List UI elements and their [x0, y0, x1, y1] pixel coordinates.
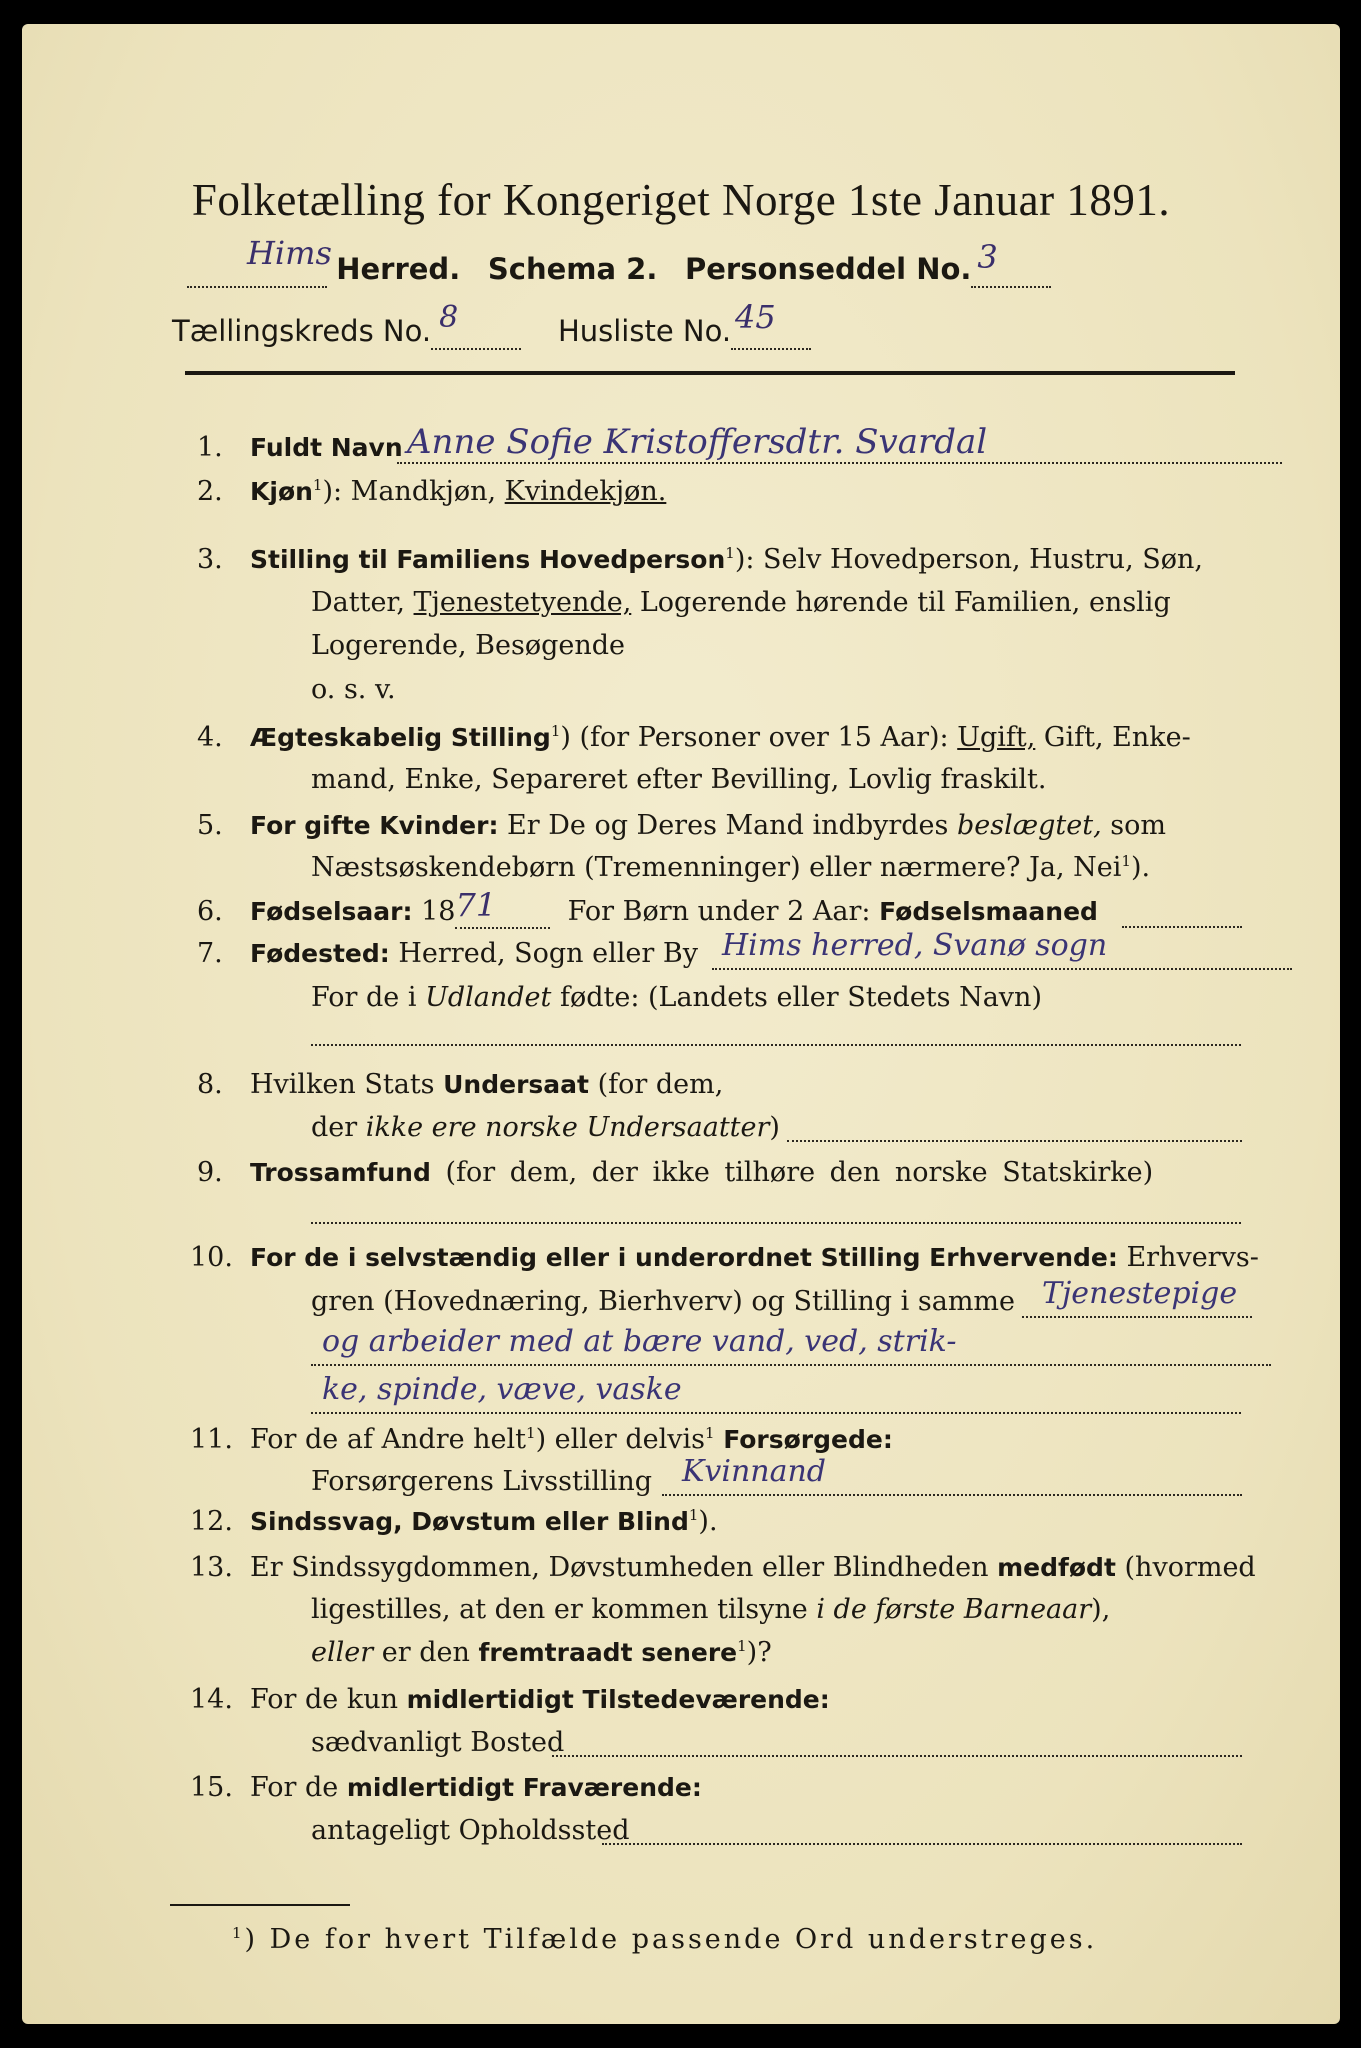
footnote-rule — [170, 1904, 350, 1906]
footnote-mark: 1 — [1121, 852, 1131, 870]
q2-text: ): Mandkjøn, — [322, 476, 497, 507]
q8-line2: der ikke ere norske Undersaatter) — [311, 1112, 780, 1143]
herred-label: Herred. — [336, 252, 461, 286]
q4-number: 4. — [197, 722, 223, 753]
q13-label: fremtraadt senere — [478, 1638, 738, 1667]
q5-line1 — [250, 810, 1166, 841]
q3-text: Logerende hørende til Familien, enslig — [639, 587, 1171, 618]
taellingskreds-field — [431, 300, 521, 350]
footnote-mark: 1 — [737, 1637, 747, 1655]
q10-line1 — [250, 1242, 1259, 1273]
q15-number: 15. — [190, 1772, 233, 1803]
q13-label: medfødt — [997, 1553, 1116, 1582]
q6-text: For Børn under 2 Aar: — [567, 896, 871, 927]
q1-number: 1. — [197, 432, 223, 463]
q3-number: 3. — [197, 544, 223, 575]
q10-value-3: ke, spinde, væve, vaske — [322, 1372, 682, 1407]
q7-number: 7. — [197, 938, 223, 969]
form-title: Folketælling for Kongeriget Norge 1ste Januar 1891. — [191, 175, 1171, 225]
q7-dotted-line — [712, 968, 1292, 970]
q10-line2: gren (Hovednæring, Bierhverv) og Stilling i samme — [311, 1286, 1016, 1317]
q7-dotted-line-2 — [311, 1044, 1241, 1046]
herred-field — [187, 234, 332, 288]
personseddel-field — [971, 238, 1051, 288]
q7-italic: Udlandet — [425, 982, 552, 1013]
q5-text: Er De og Deres Mand indbyrdes — [507, 810, 949, 841]
q6-label: Fødselsaar: — [250, 897, 413, 926]
husliste-label: Husliste No. — [557, 314, 732, 348]
q13-text: Er Sindssygdommen, Døvstumheden eller Blindheden — [250, 1552, 989, 1583]
q15-line2: antageligt Opholdssted — [311, 1815, 630, 1846]
footnote-mark: 1 — [550, 722, 561, 740]
q5-text: Næstsøskendebørn (Tremenninger) eller nærmere? Ja, Nei — [311, 852, 1122, 883]
q11-dotted-line — [662, 1494, 1242, 1496]
q6-row — [250, 886, 1098, 929]
census-form — [22, 24, 1340, 2024]
q8-label: Undersaat — [443, 1070, 589, 1099]
q13-text: ), — [1091, 1594, 1111, 1625]
q1-dotted-line — [397, 462, 1282, 464]
q7-text: fødte: (Landets eller Stedets Navn) — [559, 982, 1042, 1013]
q8-number: 8. — [197, 1069, 223, 1100]
q6-label2: Fødselsmaaned — [879, 897, 1098, 926]
q6-field — [455, 886, 550, 929]
q10-dotted-line-3 — [311, 1412, 1241, 1414]
q2-row — [250, 476, 666, 507]
header-rule — [185, 371, 1235, 375]
footnote-mark: 1 — [688, 1506, 699, 1524]
footnote-mark: 1 — [526, 1424, 536, 1442]
q13-text: )? — [746, 1637, 772, 1668]
q8-text: (for dem, — [597, 1069, 724, 1100]
q10-label: For de i selvstændig eller i underordnet Stilling — [250, 1243, 921, 1272]
q9-label: Trossamfund — [250, 1158, 431, 1187]
q7-value: Hims herred, Svanø sogn — [722, 928, 1108, 963]
q6-number: 6. — [197, 896, 223, 927]
herred-line — [187, 234, 1051, 288]
q14-number: 14. — [190, 1684, 233, 1715]
q4-selected: Ugift, — [957, 722, 1036, 753]
q3-text: Datter, — [311, 587, 405, 618]
q15-line1 — [250, 1772, 702, 1803]
q7-text: Herred, Sogn eller By — [398, 938, 698, 969]
taellingskreds-value: 8 — [439, 300, 459, 335]
q10-text: Erhvervs- — [1126, 1242, 1259, 1273]
q4-line2: mand, Enke, Separeret efter Bevilling, Lovlig fraskilt. — [311, 764, 1047, 795]
q12-row — [250, 1506, 718, 1537]
q3-line1 — [250, 544, 1203, 575]
q6-prefix: 18 — [421, 896, 456, 927]
q2-number: 2. — [197, 476, 223, 507]
q10-dotted-line — [1022, 1316, 1252, 1318]
q10-value-2: og arbeider med at bære vand, ved, strik- — [322, 1324, 957, 1359]
q11-text: ) eller delvis — [535, 1424, 706, 1455]
q12-label: Sindssvag, Døvstum eller Blind — [250, 1507, 689, 1536]
q2-label: Kjøn — [250, 477, 313, 506]
q13-text: er den — [381, 1637, 470, 1668]
footnote-mark: 1 — [725, 544, 735, 562]
kreds-line — [172, 298, 811, 350]
q11-value: Kvinnand — [682, 1454, 827, 1489]
q13-italic: eller — [311, 1637, 374, 1668]
q8-dotted-line — [787, 1140, 1242, 1142]
q4-label: Ægteskabelig Stilling — [250, 723, 551, 752]
q1-value: Anne Sofie Kristoffersdtr. Svardal — [407, 422, 988, 462]
q11-line2: Forsørgerens Livsstilling — [311, 1466, 653, 1497]
husliste-field — [731, 298, 811, 350]
q7-label: Fødested: — [250, 939, 390, 968]
q4-text: Gift, Enke- — [1043, 722, 1191, 753]
q5-label: For gifte Kvinder: — [250, 811, 499, 840]
q15-dotted-line — [602, 1843, 1242, 1845]
q11-label: Forsørgede: — [723, 1425, 893, 1454]
q11-number: 11. — [190, 1424, 233, 1455]
q1-row — [250, 432, 403, 463]
q14-line2: sædvanligt Bosted — [311, 1727, 565, 1758]
q10-dotted-line-2 — [311, 1364, 1271, 1366]
schema-label: Schema 2. — [487, 252, 658, 286]
q15-text: For de — [250, 1772, 339, 1803]
q11-line1 — [250, 1424, 893, 1455]
q5-italic: beslægtet, — [956, 810, 1102, 841]
q9-number: 9. — [197, 1157, 223, 1188]
q13-italic: i de første Barneaar — [816, 1594, 1092, 1625]
q1-label: Fuldt Navn — [250, 433, 403, 462]
q14-label: midlertidigt Tilstedeværende: — [406, 1685, 830, 1714]
footnote-mark: 1 — [232, 1924, 245, 1942]
q5-number: 5. — [197, 810, 223, 841]
q3-line3: Logerende, Besøgende — [311, 630, 625, 661]
q13-number: 13. — [190, 1552, 233, 1583]
footnote-mark: 1 — [312, 476, 323, 494]
q3-line2 — [311, 587, 1171, 618]
q8-line1 — [250, 1069, 723, 1100]
q9-text: (for dem, der ikke tilhøre den norske Statskirke) — [445, 1157, 1154, 1188]
q6-value: 71 — [455, 886, 497, 924]
q3-selected: Tjenestetyende, — [413, 587, 632, 618]
q5-line2: Næstsøskendebørn (Tremenninger) eller nærmere? Ja, Nei$^1$). — [311, 852, 1151, 883]
q3-text: ): Selv Hovedperson, Hustru, Søn, — [734, 544, 1203, 575]
q5-text: som — [1110, 810, 1166, 841]
footnote-mark: 1 — [705, 1424, 715, 1442]
q4-line1 — [250, 722, 1191, 753]
q13-text: ligestilles, at den er kommen tilsyne — [311, 1594, 808, 1625]
q8-text: Hvilken Stats — [250, 1069, 435, 1100]
q7-line1 — [250, 938, 698, 969]
q12-text: ). — [698, 1506, 718, 1537]
personseddel-value: 3 — [977, 238, 998, 276]
footnote — [232, 1924, 1097, 1955]
husliste-value: 45 — [735, 298, 776, 336]
q4-text: ) (for Personer over 15 Aar): — [560, 722, 949, 753]
q10-value-1: Tjenestepige — [1042, 1276, 1238, 1311]
q7-line2 — [311, 982, 1042, 1013]
q11-text: For de af Andre helt — [250, 1424, 527, 1455]
q3-label: Stilling til Familiens Hovedperson — [250, 545, 726, 574]
q14-line1 — [250, 1684, 830, 1715]
q3-line4: o. s. v. — [311, 674, 396, 705]
q2-selected: Kvindekjøn. — [504, 476, 667, 507]
q15-label: midlertidigt Fraværende: — [346, 1773, 702, 1802]
personseddel-label: Personseddel No. — [685, 252, 972, 286]
q10-label: Erhvervende: — [929, 1243, 1118, 1272]
q9-line1 — [250, 1157, 1153, 1188]
q8-text: der — [311, 1112, 358, 1143]
q7-text: For de i — [311, 982, 417, 1013]
herred-value: Hims — [247, 234, 332, 272]
q9-dotted-line — [311, 1222, 1241, 1224]
q10-number: 10. — [190, 1242, 233, 1273]
q8-italic: ikke ere norske Undersaatter — [365, 1112, 770, 1143]
q13-text: (hvormed — [1124, 1552, 1256, 1583]
footnote-text: ) De for hvert Tilfælde passende Ord understreges. — [244, 1924, 1098, 1955]
q14-text: For de kun — [250, 1684, 398, 1715]
q12-number: 12. — [190, 1506, 233, 1537]
q13-line1 — [250, 1552, 1256, 1583]
q13-line3 — [311, 1637, 772, 1668]
q6-dotted-line — [1122, 926, 1242, 928]
q13-line2 — [311, 1594, 1110, 1625]
taellingskreds-label: Tællingskreds No. — [172, 314, 432, 348]
q14-dotted-line — [552, 1755, 1242, 1757]
